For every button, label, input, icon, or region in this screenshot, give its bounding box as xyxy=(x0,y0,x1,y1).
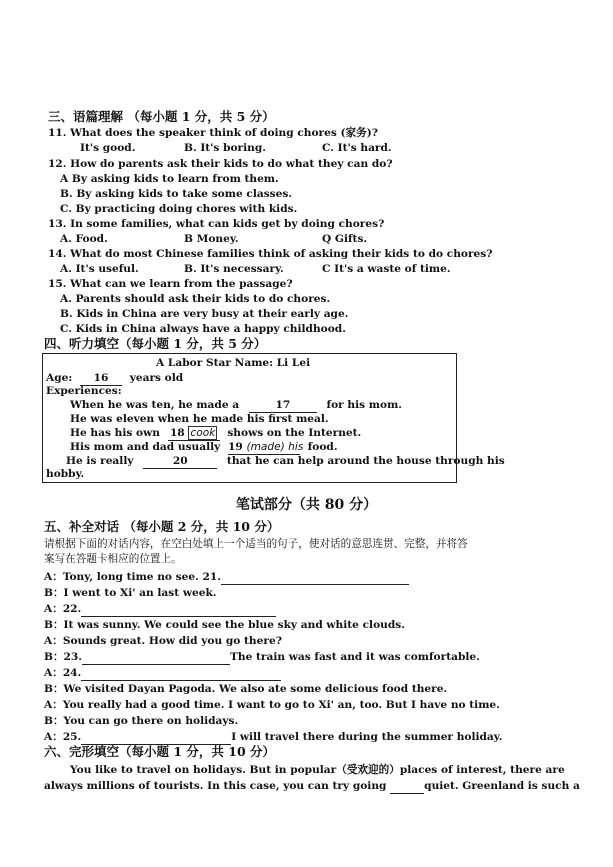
dialog-a-21: A：Tony, long time no see. 21. xyxy=(44,571,221,583)
option-13a: A. Food. xyxy=(60,233,108,245)
question-12: 12. How do parents ask their kids to do what they can do? xyxy=(48,158,393,170)
experience-line-2: He was eleven when he made his first meal. xyxy=(70,413,329,425)
experience-line-6: hobby. xyxy=(46,468,85,480)
age-label: Age: xyxy=(46,372,73,384)
dialog-b-23: B：23. xyxy=(44,651,82,663)
experience-line-4 xyxy=(70,441,338,455)
blank-21 xyxy=(221,571,409,585)
question-11: 11. What does the speaker think of doing chores (家务)? xyxy=(48,127,378,139)
age-suffix: years old xyxy=(129,372,184,384)
dialog-line-6 xyxy=(44,651,480,665)
experience-line-1 xyxy=(70,399,402,413)
question-14: 14. What do most Chinese families think of asking their kids to do chores? xyxy=(48,248,493,260)
dialog-a-22: A：22. xyxy=(44,603,82,615)
line5-text: He is really xyxy=(66,455,134,467)
question-15: 15. What can we learn from the passage? xyxy=(48,278,293,290)
option-14b: B. It's necessary. xyxy=(184,263,284,275)
experiences-label: Experiences: xyxy=(46,385,122,397)
instruction-line-2: 案写在答题卡相应的位置上。 xyxy=(44,553,182,565)
blank-17: 17 xyxy=(249,399,317,413)
blank-25 xyxy=(81,731,231,745)
instruction-line-1: 请根据下面的对话内容，在空白处填上一个适当的句子，使对话的意思连贯、完整，并将答 xyxy=(44,538,468,550)
dialog-line-10: B：You can go there on holidays. xyxy=(44,715,239,727)
age-line xyxy=(46,372,183,386)
option-11b: B. It's boring. xyxy=(184,142,266,154)
dialog-line-7 xyxy=(44,667,281,681)
line4-post: food. xyxy=(307,441,338,453)
option-14c: C It's a waste of time. xyxy=(322,263,451,275)
age-blank: 16 xyxy=(80,372,122,386)
blank-18-number: 18 xyxy=(169,427,185,439)
cloze-paragraph-line-1: You like to travel on holidays. But in popular（受欢迎的）places of interest, there are xyxy=(70,764,565,776)
dialog-a-25: A：25. xyxy=(44,731,82,743)
line3-text: He has his own xyxy=(70,427,160,439)
blank-19 xyxy=(228,441,304,455)
line1-text: When he was ten, he made a xyxy=(70,399,240,411)
dialog-a-25-post: I will travel there during the summer holiday. xyxy=(231,731,503,743)
option-15c: C. Kids in China always have a happy childhood. xyxy=(60,323,346,335)
dialog-line-4: B：It was sunny. We could see the blue sky and white clouds. xyxy=(44,619,405,631)
blank-20: 20 xyxy=(143,455,217,469)
option-13c: Q Gifts. xyxy=(322,233,368,245)
line5-post: that he can help around the house through his xyxy=(226,455,505,467)
section3-heading: 三、语篇理解 （每小题 1 分，共 5 分） xyxy=(48,109,275,124)
labor-star-title: A Labor Star Name: Li Lei xyxy=(156,357,311,369)
option-11a: It's good. xyxy=(80,142,136,154)
dialog-line-3 xyxy=(44,603,276,617)
cloze-line2-pre: always millions of tourists. In this case, you can try going xyxy=(44,780,387,792)
option-12c: C. By practicing doing chores with kids. xyxy=(60,203,298,215)
option-12a: A By asking kids to learn from them. xyxy=(60,173,279,185)
blank-22 xyxy=(81,603,276,617)
dialog-line-9: A：You really had a good time. I want to go to Xi' an, too. But I have no time. xyxy=(44,699,500,711)
line3-post: shows on the Internet. xyxy=(227,427,362,439)
section4-heading: 四、听力填空（每小题 1 分，共 5 分） xyxy=(44,336,267,351)
option-15a: A. Parents should ask their kids to do chores. xyxy=(60,293,331,305)
dialog-line-11 xyxy=(44,731,502,745)
option-14a: A. It's useful. xyxy=(60,263,139,275)
blank-23 xyxy=(82,651,230,665)
section6-heading: 六、完形填空（每小题 1 分，共 10 分） xyxy=(44,744,276,759)
option-13b: B Money. xyxy=(184,233,239,245)
section5-heading: 五、补全对话 （每小题 2 分，共 10 分） xyxy=(44,519,280,534)
experience-line-3 xyxy=(70,427,361,441)
cloze-blank xyxy=(390,780,424,794)
cloze-paragraph-line-2 xyxy=(44,780,580,794)
experience-line-5 xyxy=(66,455,505,469)
blank-18 xyxy=(168,427,220,441)
dialog-line-2: B：I went to Xi' an last week. xyxy=(44,587,217,599)
dialog-line-8: B：We visited Dayan Pagoda. We also ate some delicious food there. xyxy=(44,683,448,695)
cloze-line2-post: quiet. Greenland is such a xyxy=(424,780,580,792)
written-part-heading: 笔试部分（共 80 分） xyxy=(235,497,378,513)
dialog-a-24: A：24. xyxy=(44,667,82,679)
option-11c: C. It's hard. xyxy=(322,142,392,154)
dialog-line-1 xyxy=(44,571,409,585)
dialog-line-5: A：Sounds great. How did you go there? xyxy=(44,635,282,647)
question-13: 13. In some families, what can kids get by doing chores? xyxy=(48,218,385,230)
line4-text: His mom and dad usually xyxy=(70,441,221,453)
blank-19-number: 19 xyxy=(228,441,243,453)
option-12b: B. By asking kids to take some classes. xyxy=(60,188,293,200)
handwritten-18: cook xyxy=(190,427,216,439)
line1-post: for his mom. xyxy=(326,399,402,411)
option-15b: B. Kids in China are very busy at their early age. xyxy=(60,308,349,320)
handwritten-19: (made) his xyxy=(246,441,304,453)
blank-24 xyxy=(81,667,281,681)
dialog-b-23-post: The train was fast and it was comfortable. xyxy=(229,651,480,663)
